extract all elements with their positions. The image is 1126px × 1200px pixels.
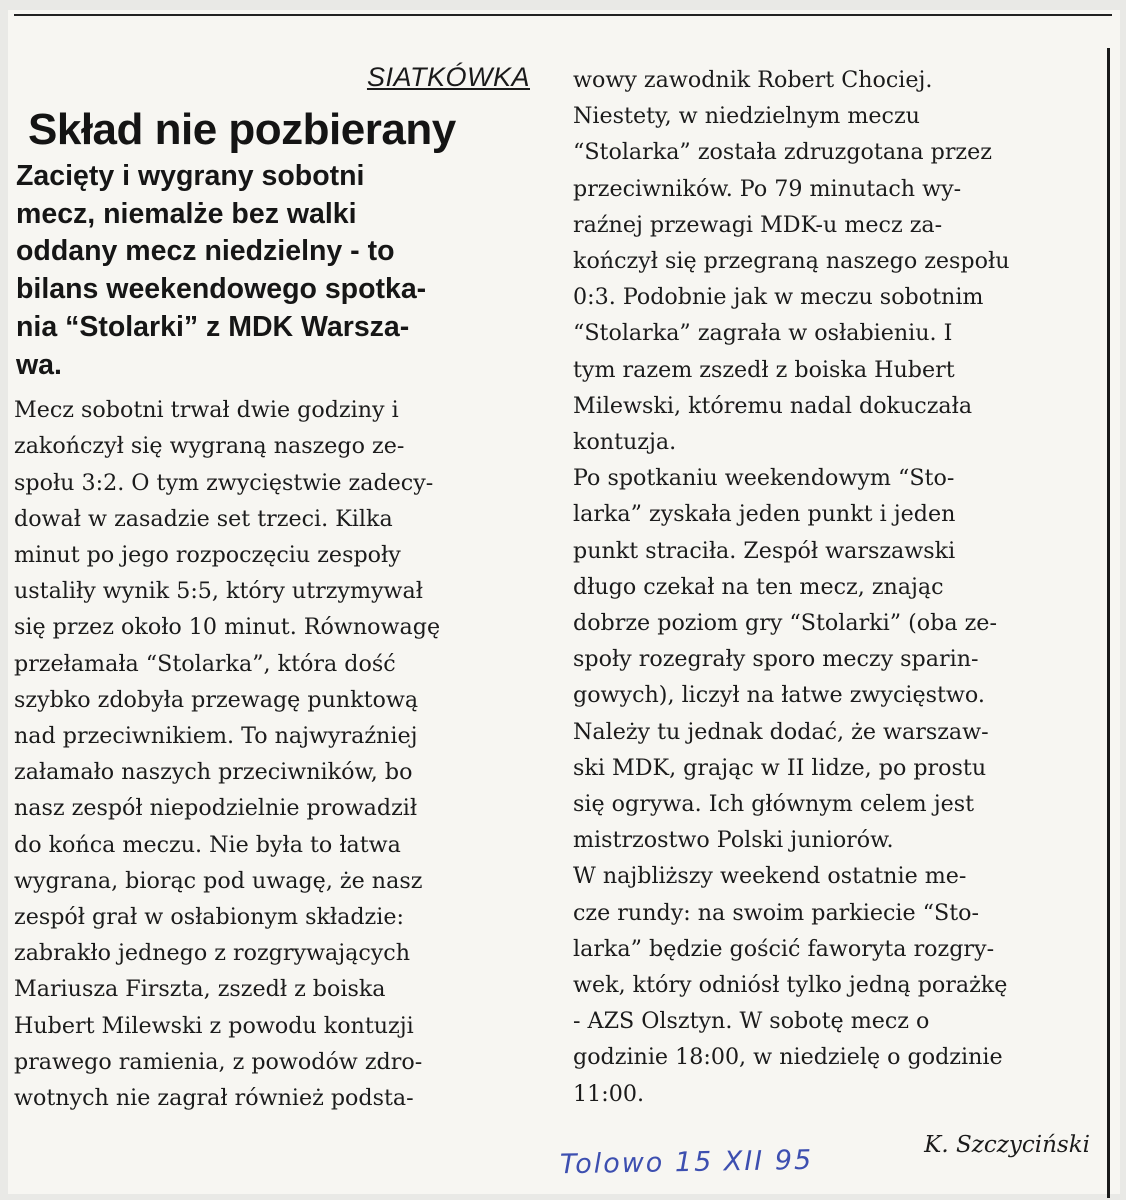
body-paragraph-2: Niestety, w niedzielnym meczu “Stolarka” została zdruzgotana przez przeciwników. Po 79 minutach wy- raźnej przewagi MDK-u mecz za- kończył się przegraną naszego zespołu 0:3. Podobnie jak w meczu sobotnim “Stolarka” zagrała w osłabieniu. I tym razem zszedł z boiska Hubert Milewski, któremu nadal dokuczała kontuzja. bbox=[573, 103, 1010, 456]
headline: Skład nie pozbierany bbox=[28, 105, 456, 154]
author-byline: K. Szczyciński bbox=[924, 1132, 1090, 1158]
handwritten-annotation: Tolowo 15 XII 95 bbox=[559, 1144, 814, 1181]
body-paragraph-1: Mecz sobotni trwał dwie godziny i zakończył się wygraną naszego ze- społu 3:2. O tym zwycięstwie zadecy- dował w zasadzie set trzeci. Kilka minut po jego rozpoczęciu zespoły ustaliły wynik 5:5, który utrzymywał się przez około 10 minut. Równowagę przełamała “Stolarka”, która dość szybko zdobyła przewagę punktową nad przeciwnikiem. To najwyraźniej załamało naszych przeciwników, bo nasz zespół niepodzielnie prowadził do końca meczu. Nie była to łatwa wygrana, biorąc pod uwagę, że nasz zespół grał w osłabionym składzie: zabrakło jednego z rozgrywających Mariusza Firszta, zszedł z boiska Hubert Milewski z powodu kontuzji prawego ramienia, z powodów zdro- wotnych nie zagrał również podsta- bbox=[14, 397, 441, 1112]
right-column bbox=[573, 62, 1090, 1162]
lead-paragraph: Zacięty i wygrany sobotni mecz, niemalże bez walki oddany mecz niedzielny - to bilans weekendowego spotka- nia “Stolarki” z MDK Warsza- wa. bbox=[16, 160, 427, 381]
top-rule bbox=[14, 14, 1112, 16]
section-label: SIATKÓWKA bbox=[366, 62, 530, 92]
body-continuation: wowy zawodnik Robert Chociej. bbox=[573, 67, 933, 93]
body-paragraph-3: Po spotkaniu weekendowym “Sto- larka” zyskała jeden punkt i jeden punkt straciła. Zespół warszawski długo czekał na ten mecz, znając dobrze poziom gry “Stolarki” (oba ze- społy rozegrały sporo meczy sparin- gowych), liczył na łatwe zwycięstwo. Należy tu jednak dodać, że warszaw- ski MDK, grając w II lidze, po prostu się ogrywa. Ich głównym celem jest mistrzostwo Polski juniorów. bbox=[573, 465, 997, 854]
left-column bbox=[14, 62, 534, 1162]
body-paragraph-4: W najbliższy weekend ostatnie me- cze rundy: na swoim parkiecie “Sto- larka” będzie gościć faworyta rozgry- wek, który odniósł tylko jedną porażkę - AZS Olsztyn. W sobotę mecz o godzinie 18:00, w niedzielę o godzinie 11:00. bbox=[573, 863, 1008, 1107]
right-column-rule bbox=[1107, 48, 1110, 1198]
